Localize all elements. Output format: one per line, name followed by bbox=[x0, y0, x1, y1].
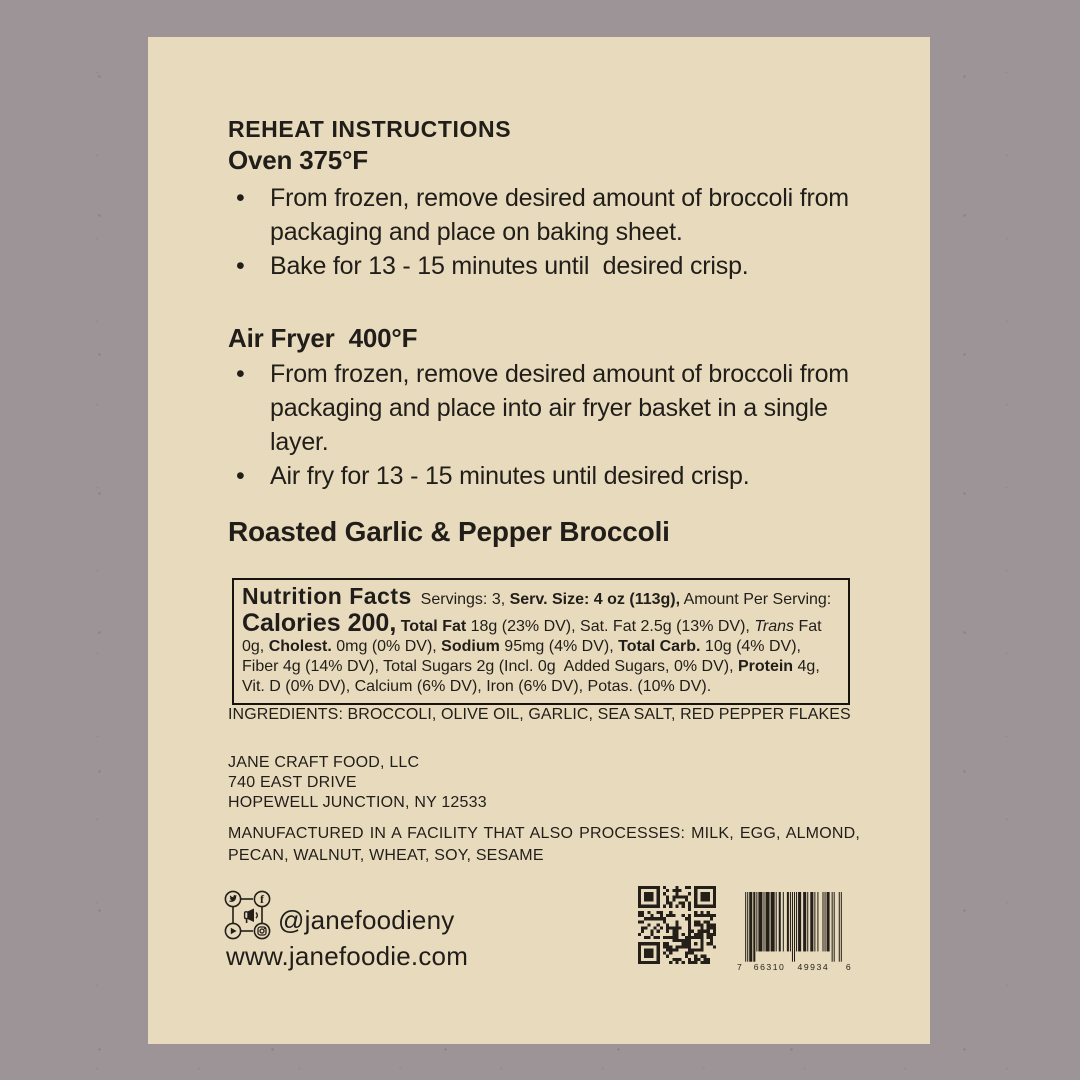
nutrition-trans-value: Fat 0g, bbox=[242, 618, 827, 655]
play-glyph bbox=[231, 928, 237, 934]
nutrition-cholesterol-value: 0mg (0% DV), bbox=[331, 638, 442, 655]
website-url: www.janefoodie.com bbox=[226, 941, 469, 971]
air-fryer-instructions-list bbox=[228, 357, 864, 493]
instagram-icon bbox=[254, 923, 269, 938]
air-fryer-heading: Air Fryer 400°F bbox=[228, 323, 418, 353]
upc-barcode bbox=[736, 892, 852, 974]
megaphone-horn bbox=[248, 909, 254, 923]
company-address-block bbox=[228, 753, 487, 813]
nutrition-amount-per: Amount Per Serving: bbox=[680, 591, 836, 608]
nutrition-protein-label: Protein bbox=[737, 658, 794, 675]
nutrition-carb-label: Total Carb. bbox=[618, 638, 701, 655]
company-city: HOPEWELL JUNCTION, NY 12533 bbox=[228, 794, 487, 811]
oven-instructions-list bbox=[228, 181, 864, 283]
ingredients-statement: INGREDIENTS: BROCCOLI, OLIVE OIL, GARLIC, SEA SALT, RED PEPPER FLAKES bbox=[228, 706, 851, 723]
social-handle: @janefoodieny bbox=[278, 905, 455, 935]
barcode-bars bbox=[745, 892, 842, 962]
megaphone-icon bbox=[245, 909, 258, 924]
social-media-cluster-icon bbox=[224, 890, 276, 944]
air-fryer-instruction-item: • From frozen, remove desired amount of broccoli from packaging and place into air fryer basket in a single layer. bbox=[228, 357, 864, 459]
nutrition-facts-title: Nutrition Facts bbox=[242, 583, 412, 609]
megaphone-mouth bbox=[245, 912, 248, 919]
oven-heading: Oven 375°F bbox=[228, 145, 368, 175]
company-street: 740 EAST DRIVE bbox=[228, 774, 357, 791]
nutrition-protein-value: 4g, Vit. D (0% DV), Calcium (6% DV), Iron (6% DV), Potas. (10% DV). bbox=[242, 658, 825, 695]
oven-instruction-item: • From frozen, remove desired amount of broccoli from packaging and place on baking sheet. bbox=[228, 181, 864, 249]
barcode-digits-left: 66310 bbox=[753, 961, 786, 972]
nutrition-fat-values: 18g (23% DV), Sat. Fat 2.5g (13% DV), bbox=[466, 618, 755, 635]
qr-code bbox=[638, 886, 716, 964]
nutrition-cholesterol-label: Cholest. bbox=[268, 638, 332, 655]
reheat-instructions-title: REHEAT INSTRUCTIONS bbox=[228, 116, 512, 142]
barcode-digit-trail: 6 bbox=[845, 961, 851, 972]
facebook-f-glyph: f bbox=[260, 892, 264, 907]
nutrition-total-fat-label: Total Fat bbox=[396, 618, 467, 635]
allergen-notice: MANUFACTURED IN A FACILITY THAT ALSO PROCESSES: MILK, EGG, ALMOND, PECAN, WALNUT, WHEAT, SOY, SESAME bbox=[228, 825, 860, 864]
instagram-lens-glyph bbox=[260, 929, 264, 933]
twitter-bird-glyph bbox=[229, 895, 237, 902]
instagram-dot-glyph bbox=[264, 928, 266, 930]
nutrition-calories: Calories 200, bbox=[242, 609, 397, 637]
nutrition-carb-value: 10g (4% DV), Fiber 4g (14% DV), Total Sugars 2g (Incl. 0g Added Sugars, 0% DV), bbox=[242, 638, 806, 675]
nutrition-serving-size: Serv. Size: 4 oz (113g), bbox=[509, 591, 681, 608]
barcode-digits-right: 49934 bbox=[797, 961, 830, 972]
oven-instruction-item: • Bake for 13 - 15 minutes until desired crisp. bbox=[228, 249, 864, 283]
air-fryer-instruction-item: • Air fry for 13 - 15 minutes until desired crisp. bbox=[228, 459, 864, 493]
nutrition-sodium-label: Sodium bbox=[441, 638, 500, 655]
nutrition-trans-label: Trans bbox=[754, 618, 795, 635]
nutrition-facts-panel bbox=[232, 578, 850, 705]
nutrition-facts-text bbox=[242, 584, 840, 697]
nutrition-sodium-value: 95mg (4% DV), bbox=[499, 638, 619, 655]
label-card bbox=[148, 37, 930, 1044]
product-title: Roasted Garlic & Pepper Broccoli bbox=[228, 516, 670, 547]
barcode-digit-lead: 7 bbox=[737, 961, 742, 972]
company-name: JANE CRAFT FOOD, LLC bbox=[228, 754, 420, 771]
megaphone-sound-wave bbox=[256, 913, 257, 919]
nutrition-servings: Servings: 3, bbox=[411, 591, 510, 608]
